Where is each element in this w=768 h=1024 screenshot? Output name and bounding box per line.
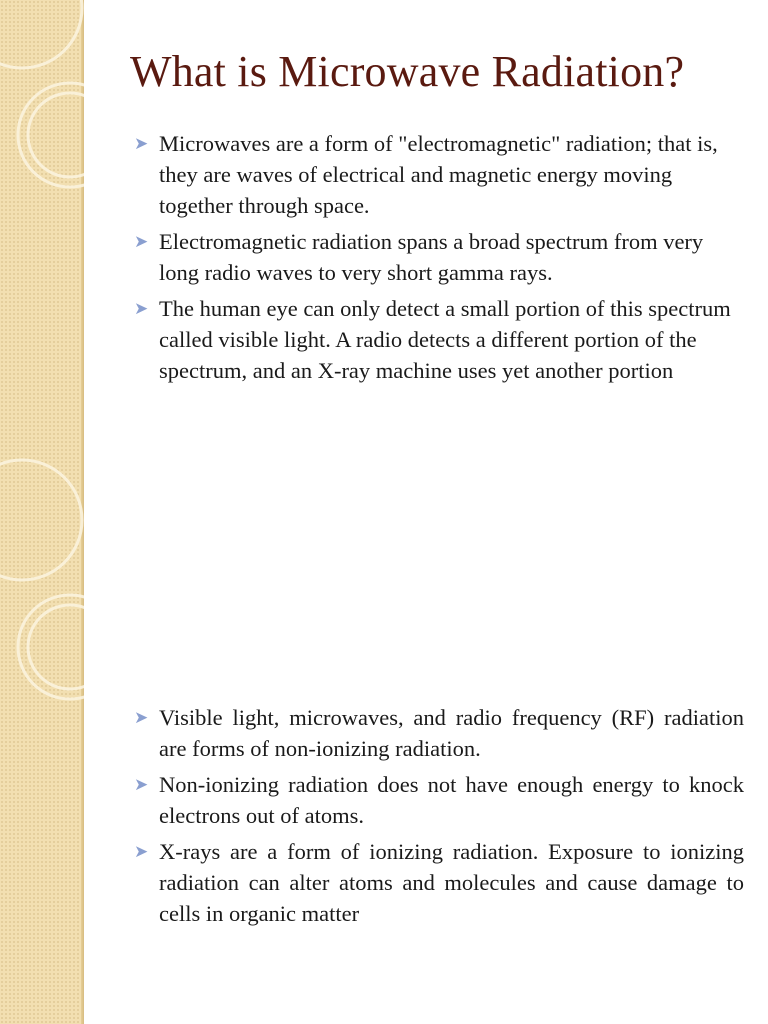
chevron-right-icon: ➤ xyxy=(134,708,149,728)
bullet-text: Microwaves are a form of "electromagnetic" radiation; that is, they are waves of electrical and magnetic energy moving together through space. xyxy=(159,131,718,218)
bullet-text: The human eye can only detect a small portion of this spectrum called visible light. A radio detects a different portion of the spectrum, and an X-ray machine uses yet another portion xyxy=(159,296,731,383)
chevron-right-icon: ➤ xyxy=(134,134,149,154)
chevron-right-icon: ➤ xyxy=(134,842,149,862)
chevron-right-icon: ➤ xyxy=(134,232,149,252)
list-item xyxy=(134,128,744,221)
list-item xyxy=(134,226,744,288)
bullet-text: Visible light, microwaves, and radio frequency (RF) radiation are forms of non-ionizing radiation. xyxy=(159,705,744,761)
list-item xyxy=(134,702,744,764)
slide-1 xyxy=(84,0,768,512)
ring-ornament-icon xyxy=(0,0,84,1024)
slide-2 xyxy=(84,512,768,1024)
bullet-text: Electromagnetic radiation spans a broad spectrum from very long radio waves to very short gamma rays. xyxy=(159,229,704,285)
chevron-right-icon: ➤ xyxy=(134,775,149,795)
bullet-list xyxy=(134,128,744,386)
bullet-list xyxy=(134,702,744,929)
list-item xyxy=(134,836,744,929)
slide-title: What is Microwave Radiation? xyxy=(130,47,685,96)
bullet-text: X-rays are a form of ionizing radiation. Exposure to ionizing radiation can alter atoms and molecules and cause damage to cells in organic matter xyxy=(159,839,744,926)
bullet-text: Non-ionizing radiation does not have enough energy to knock electrons out of atoms. xyxy=(159,772,744,828)
chevron-right-icon: ➤ xyxy=(134,299,149,319)
list-item xyxy=(134,769,744,831)
list-item xyxy=(134,293,744,386)
